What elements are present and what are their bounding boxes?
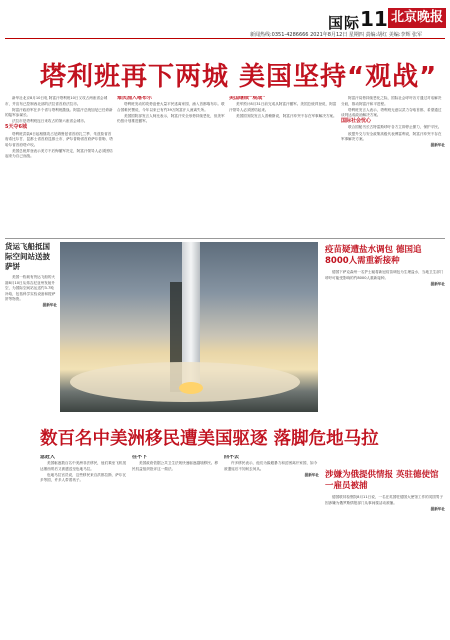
caption-title: 货运飞船抵国际空间站送披萨饼 <box>5 242 50 271</box>
story1-column-3 <box>229 96 337 236</box>
byline: 据新华社 <box>304 472 319 477</box>
paragraph: 德国联邦检察院8月11日说，一名在英国驻德国大使馆工作的英国男子因涉嫌为俄罗斯情报部门从事间谍活动被捕。 <box>325 495 444 505</box>
subheading: 回不去 <box>224 455 240 460</box>
box-headline: 疫苗疑遭盐水调包 德国追8000人需重新接种 <box>325 245 422 266</box>
paragraph: 阿富汗政府军在多个省与塔利班激战。阿富汗总统加尼已任命新的陆军参谋长。 <box>5 107 113 118</box>
right-news-box-1 <box>325 245 445 390</box>
paragraph: 塔利班武装6日起相继攻占尼姆鲁兹省首府扎兰季、朱兹詹省首府希比尔甘、昆都士省首府昆都士市、萨尔普勒省首府萨尔普勒、塔哈尔省首府塔卢坎。 <box>5 131 113 147</box>
paragraph: 塔利班发动的攻势迫使大量平民逃离家园，涌入首都喀布尔。联合国难民署说，今年以来已有约39万阿富汗人流离失所。 <box>117 102 225 112</box>
rocket-launch-photo <box>60 242 318 412</box>
engine-flame <box>179 382 203 394</box>
box-headline: 涉嫌为俄提供情报 英驻德使馆一雇员被捕 <box>325 470 439 491</box>
story1-column-1 <box>5 96 113 236</box>
paragraph: 塔利班发言人表示，塔利班无意以武力夺取首都，希望通过谈判达成政治解决方案。 <box>341 107 442 118</box>
story1-column-4 <box>341 96 445 236</box>
subheading: 5天夺6城 <box>5 124 27 131</box>
page-header <box>0 0 450 40</box>
story2-column-2 <box>132 455 220 635</box>
edition-info: 新闻热线:0351-4286666 2021年8月12日 星期四 责编:胡红 美编:李辉 张军 <box>250 32 423 38</box>
story1-column-2 <box>117 96 225 236</box>
paragraph: 欧盟外交与安全政策高级代表博雷利说，阿富汗冲突不存在军事解决方案。 <box>341 131 442 142</box>
paragraph: 许多移民表示，他们为躲避暴力和贫困离开家园，如今被遣返后不知何去何从。 <box>224 461 318 471</box>
paragraph: 德国下萨克森州一名护士疑将新冠疫苗调包为生理盐水，当地卫生部门呼吁可能受影响的约8000人重新接种。 <box>325 270 444 280</box>
story2-column-3 <box>224 455 319 635</box>
paragraph: 美国国务院发言人普赖斯说，阿富汗冲突不存在军事解决方案。 <box>236 113 337 118</box>
byline: 据新华社 <box>430 143 445 148</box>
section-divider <box>5 238 445 239</box>
story1-headline: 塔利班再下两城 美国坚持“观战” <box>40 62 438 92</box>
paragraph: 美国总统拜登表示美方不后悔撤军决定，阿富汗领导人必须团结起来为自己而战。 <box>5 148 113 159</box>
box-body <box>325 270 445 390</box>
subheading: 往不下 <box>132 455 148 460</box>
subheading: 难民涌入喀布尔 <box>117 96 153 101</box>
caption-body <box>5 275 57 375</box>
box-body <box>325 495 445 635</box>
right-news-box-2 <box>325 470 445 635</box>
story2-headline: 数百名中美洲移民遭美国驱逐 落脚危地马拉 <box>40 429 379 449</box>
photo-caption <box>5 242 57 375</box>
paragraph: 美军预计8月31日前完成从阿富汗撤军。美国总统拜登说，阿富汗领导人必须团结起来。 <box>229 102 337 112</box>
paragraph: 美国国防部发言人柯比表示，阿富汗安全形势持续恶化，但美军仍按计划推进撤军。 <box>117 113 225 124</box>
caption-text: 美国一枚载有货运飞船的火箭8月10日从弗吉尼亚州发射升空，为国际空间站运送约3.7吨补给，包括科学实验设备和披萨饼等物资。 <box>5 275 56 302</box>
header-rule <box>5 38 445 39</box>
byline: 据新华社 <box>430 281 445 286</box>
paragraph: 新华社北京8月10日电 阿富汗塔利班10日又攻占两座省会城市，并宣布已控制西北部的法拉省首府法拉市。 <box>5 96 108 106</box>
paragraph: 危地马拉官员说，这些移民来自洪都拉斯、萨尔瓦多等国，许多人带着孩子。 <box>40 472 127 483</box>
subheading: 国际社会忧心 <box>341 118 372 125</box>
caption-byline: 据新华社 <box>42 303 57 308</box>
newspaper-logo: 北京晚报 <box>388 8 446 28</box>
section-label: 国际 <box>328 14 361 32</box>
paragraph: 联合国秘书长古特雷斯呼吁各方立即停止暴力，保护平民。 <box>348 125 442 130</box>
paragraph: 法拉市是塔利班连日来攻占的第六座省会城市。 <box>12 119 88 124</box>
paragraph: 美国政府依据公共卫生法规快速驱逐越境移民。移民权益组织批评这一做法。 <box>132 461 219 471</box>
paragraph: 阿富汗局势持续恶化之际，国际社会呼吁各方通过对话解决分歧，推动阿富汗和平进程。 <box>341 96 442 106</box>
byline: 据新华社 <box>430 506 445 511</box>
subheading: 急赶人 <box>40 455 56 460</box>
story2-column-1 <box>40 455 128 635</box>
paragraph: 美国驱逐数百名中美洲非法移民，他们乘坐飞机抵达墨西哥后又被遣送至危地马拉。 <box>40 461 127 471</box>
subheading: 美国继续“观战” <box>229 96 266 101</box>
page-number: 11 <box>360 7 388 31</box>
